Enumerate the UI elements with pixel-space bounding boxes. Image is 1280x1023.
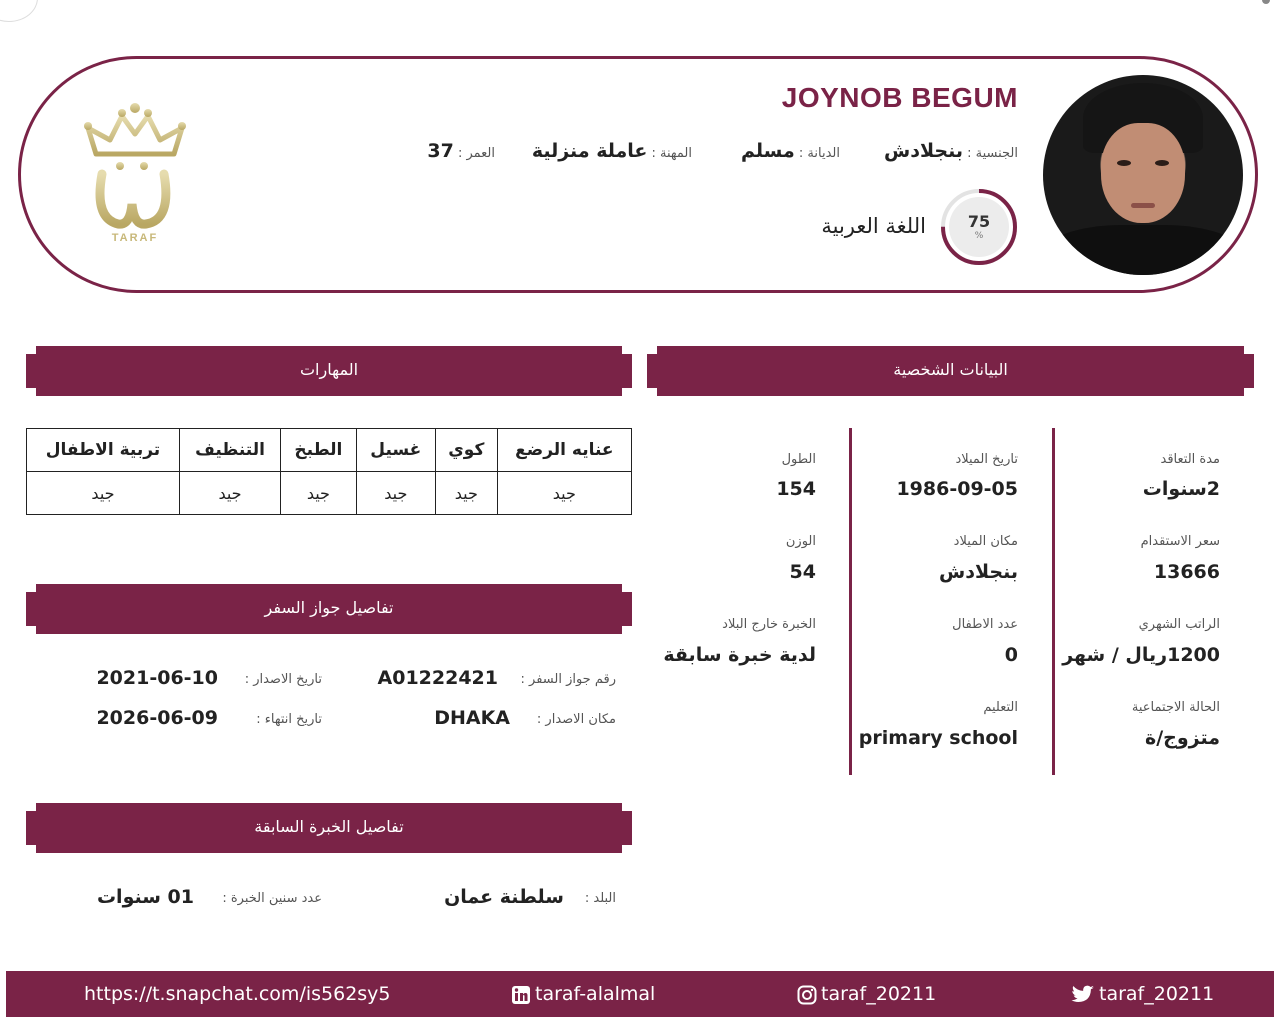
education-value: primary school	[858, 727, 1018, 749]
salary-label: الراتب الشهري	[1138, 617, 1220, 632]
snapchat-link[interactable]: https://t.snapchat.com/is562sy5	[84, 983, 391, 1005]
twitter-link[interactable]	[1071, 983, 1214, 1005]
profession-label: المهنة :	[651, 146, 692, 161]
abroad-experience-label: الخبرة خارج البلاد	[722, 617, 816, 632]
passport-banner	[26, 584, 632, 634]
passport-title: تفاصيل جواز السفر	[264, 598, 394, 617]
marital-value: متزوج/ة	[1145, 727, 1220, 749]
skills-title: المهارات	[299, 360, 359, 379]
issue-date-value: 2021-06-10	[96, 667, 218, 689]
instagram-link[interactable]	[797, 983, 936, 1005]
twitter-handle: taraf_20211	[1099, 983, 1215, 1005]
experience-country-value: سلطنة عمان	[444, 886, 564, 908]
skills-table	[26, 428, 632, 515]
experience-years-value: 01 سنوات	[96, 886, 194, 908]
candidate-name: JOYNOB BEGUM	[781, 82, 1018, 113]
skill-header: الطبخ	[281, 429, 357, 472]
expiry-date-label: تاريخ انتهاء :	[256, 712, 322, 727]
skill-value: جيد	[27, 472, 180, 515]
nationality-value: بنجلادش	[883, 140, 963, 162]
skill-header: عنايه الرضع	[497, 429, 631, 472]
personal-data-title: البيانات الشخصية	[893, 360, 1008, 379]
pob-label: مكان الميلاد	[953, 534, 1018, 549]
column-divider	[1052, 428, 1055, 775]
percent-sign: %	[974, 231, 984, 241]
issue-place-label: مكان الاصدار :	[536, 712, 616, 727]
linkedin-link[interactable]	[511, 983, 655, 1005]
skills-header-row	[27, 429, 632, 472]
weight-label: الوزن	[785, 534, 816, 549]
religion-value: مسلم	[741, 140, 795, 162]
corner-dot	[1262, 0, 1270, 4]
salary-value: 1200ريال / شهر	[1062, 644, 1220, 666]
logo-text: TARAF	[111, 232, 159, 244]
contract-value: 2سنوات	[1142, 478, 1220, 500]
profession-field	[532, 140, 692, 162]
height-label: الطول	[781, 452, 816, 467]
weight-value: 54	[789, 561, 816, 583]
passport-number-label: رقم جواز السفر :	[520, 672, 616, 687]
nationality-field	[884, 140, 1018, 162]
personal-data-banner	[647, 346, 1254, 396]
religion-label: الديانة :	[798, 146, 840, 161]
recruit-price-label: سعر الاستقدام	[1140, 534, 1220, 549]
skill-value: جيد	[179, 472, 280, 515]
issue-place-value: DHAKA	[434, 707, 510, 729]
height-value: 154	[776, 478, 816, 500]
age-value: 37	[427, 140, 454, 162]
children-value: 0	[1004, 644, 1018, 666]
linkedin-icon	[511, 985, 531, 1005]
corner-decoration	[0, 0, 38, 22]
contract-label: مدة التعاقد	[1160, 452, 1220, 467]
language-label: اللغة العربية	[821, 214, 926, 238]
dob-label: تاريخ الميلاد	[955, 452, 1018, 467]
recruit-price-value: 13666	[1153, 561, 1220, 583]
passport-number-value: A01222421	[377, 667, 498, 689]
skill-value: جيد	[281, 472, 357, 515]
education-label: التعليم	[983, 700, 1018, 715]
taraf-logo	[80, 100, 190, 250]
experience-title: تفاصيل الخبرة السابقة	[254, 817, 404, 836]
expiry-date-value: 2026-06-09	[96, 707, 218, 729]
skill-value: جيد	[356, 472, 435, 515]
dob-value: 1986-09-05	[896, 478, 1018, 500]
skill-header: غسيل	[356, 429, 435, 472]
experience-country-label: البلد :	[584, 891, 616, 906]
instagram-handle: taraf_20211	[821, 983, 937, 1005]
skill-header: التنظيف	[179, 429, 280, 472]
age-field	[427, 140, 495, 162]
column-divider	[849, 428, 852, 775]
age-label: العمر :	[457, 146, 495, 161]
nationality-label: الجنسية :	[967, 146, 1018, 161]
religion-field	[741, 140, 840, 162]
skill-header: تربية الاطفال	[27, 429, 180, 472]
linkedin-handle: taraf-alalmal	[535, 983, 656, 1005]
pob-value: بنجلادش	[939, 561, 1018, 583]
twitter-icon	[1071, 985, 1095, 1005]
profession-value: عاملة منزلية	[531, 140, 648, 162]
children-label: عدد الاطفال	[952, 617, 1018, 632]
instagram-icon	[797, 985, 817, 1005]
skills-banner	[26, 346, 632, 396]
abroad-experience-value: لدية خبرة سابقة	[663, 644, 816, 666]
skill-value: جيد	[497, 472, 631, 515]
skill-value: جيد	[435, 472, 497, 515]
language-percent: 75	[967, 212, 991, 231]
skills-value-row	[27, 472, 632, 515]
marital-label: الحالة الاجتماعية	[1131, 700, 1220, 715]
experience-years-label: عدد سنين الخبرة :	[222, 891, 322, 906]
profile-photo	[1043, 75, 1243, 275]
issue-date-label: تاريخ الاصدار :	[244, 672, 322, 687]
experience-banner	[26, 803, 632, 853]
skill-header: كوي	[435, 429, 497, 472]
